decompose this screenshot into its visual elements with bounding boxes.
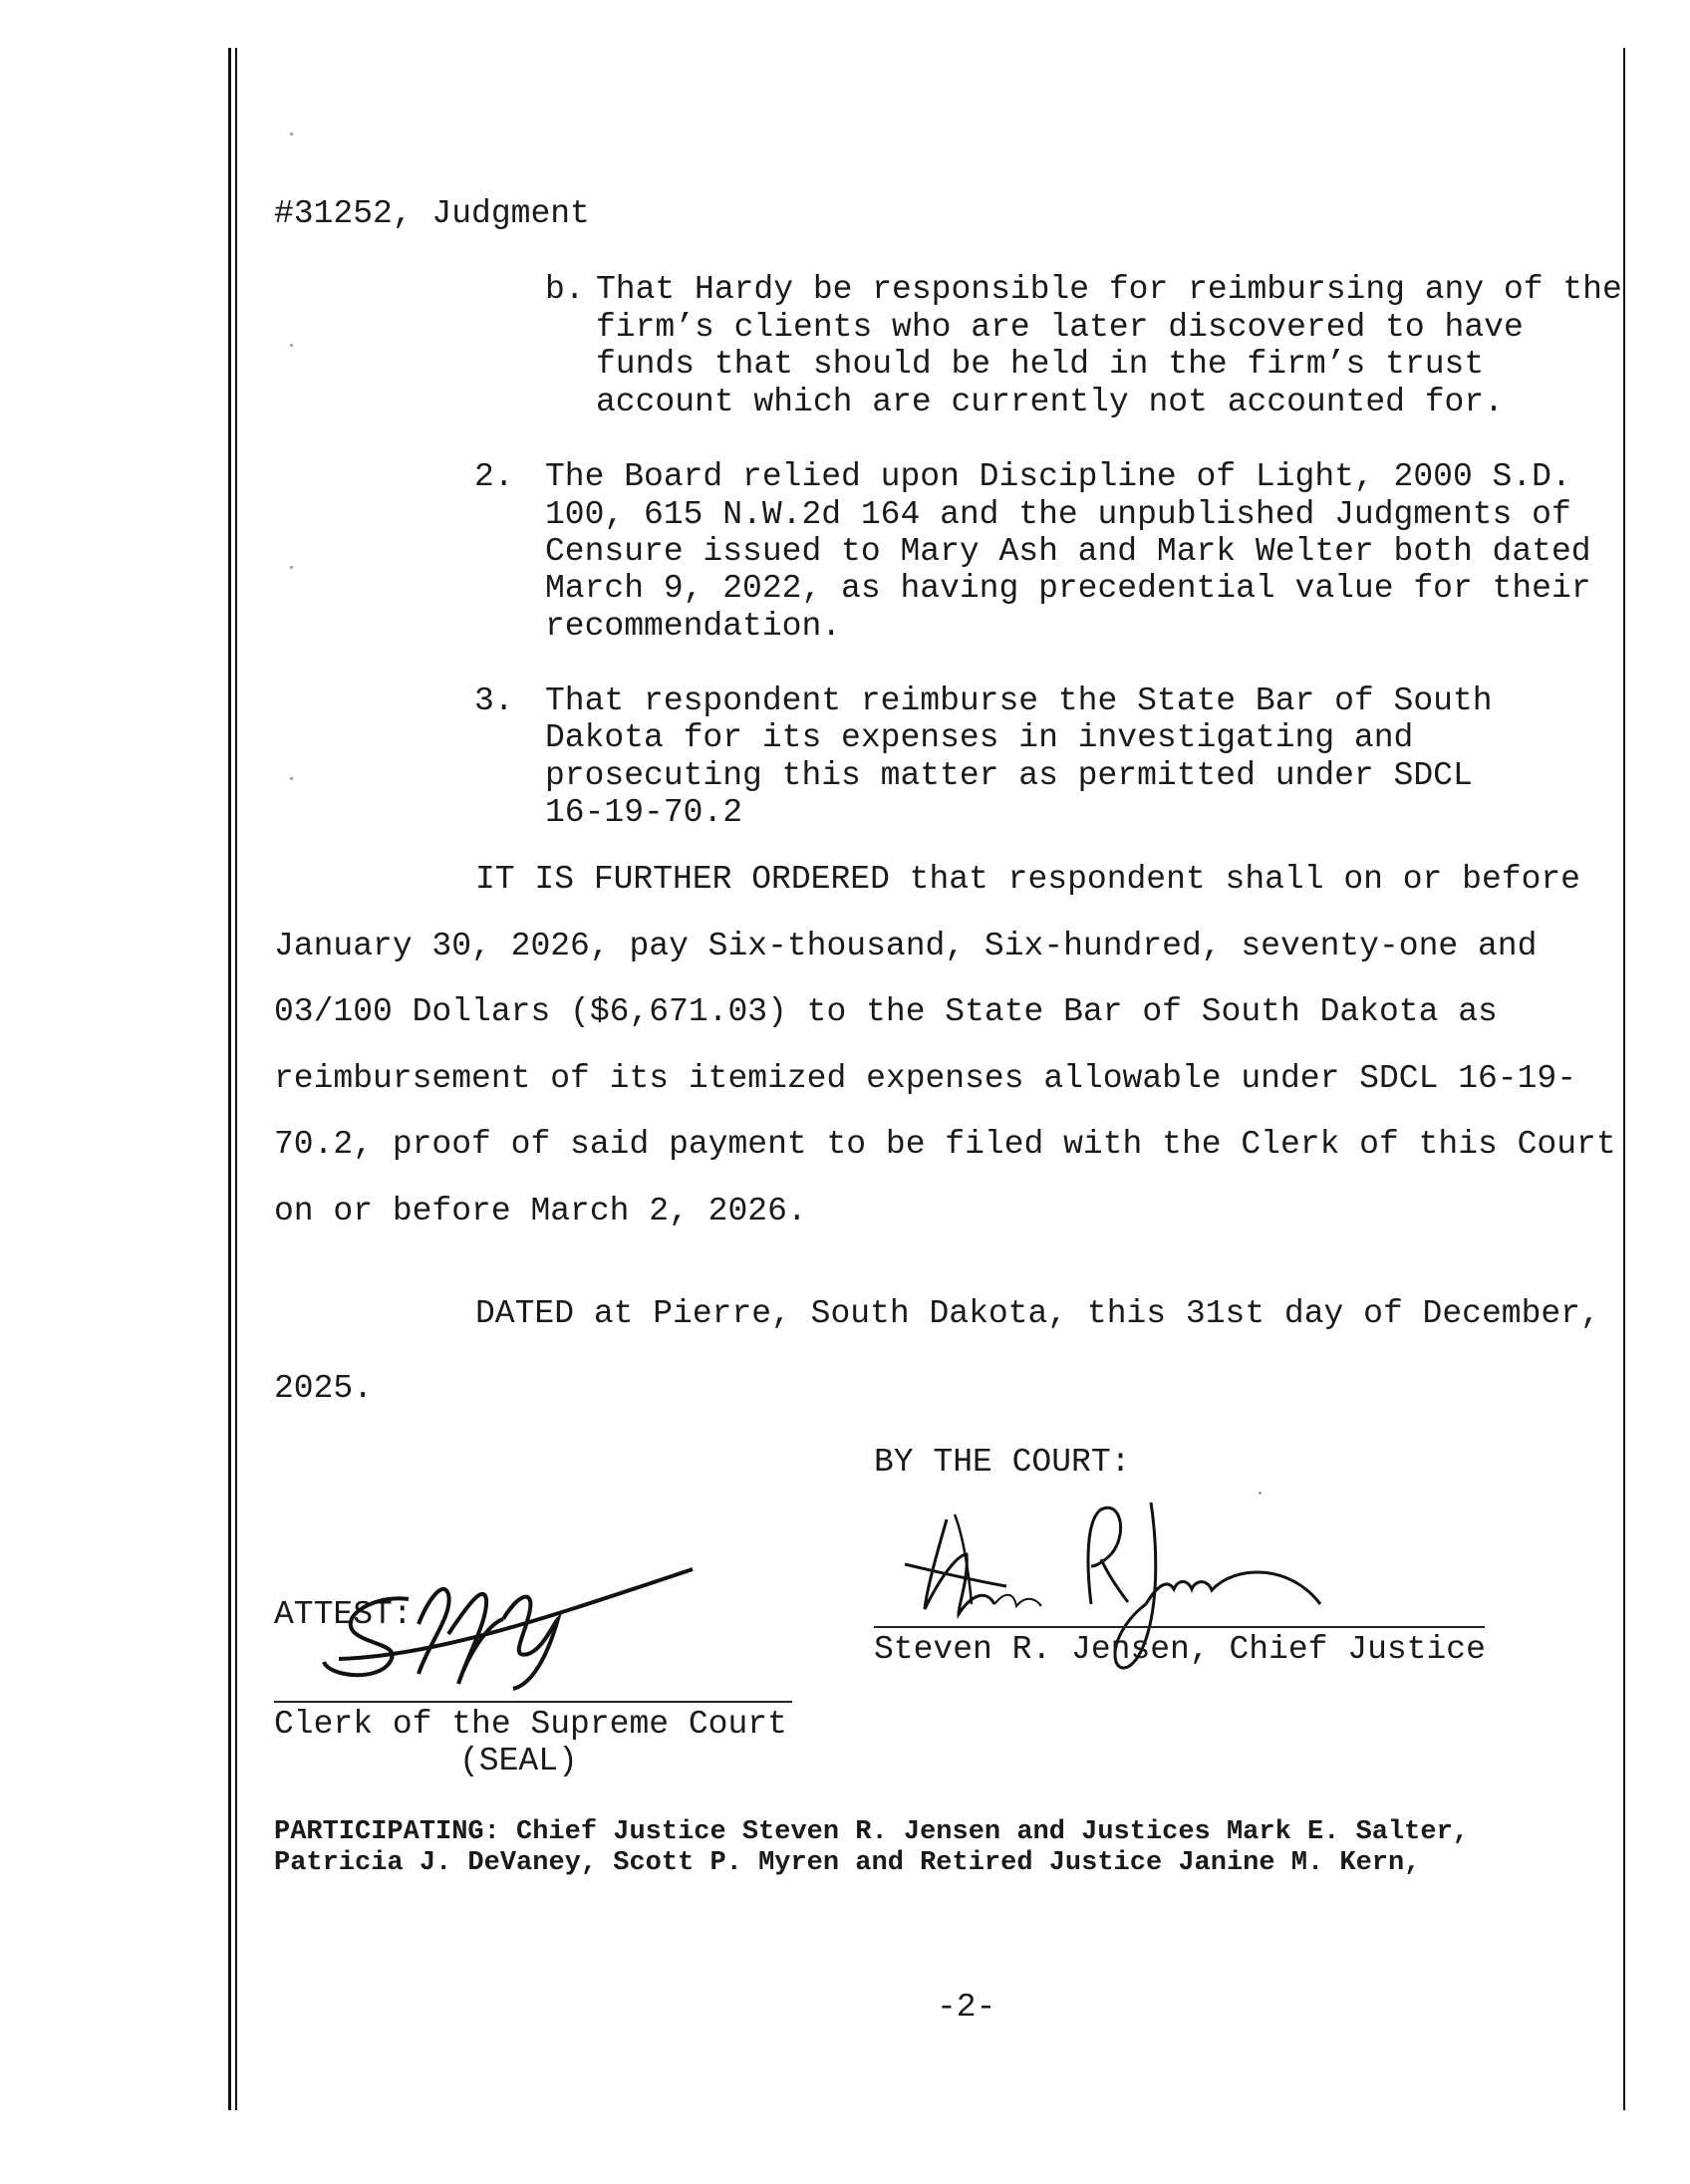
item-b-line: That Hardy be responsible for reimbursing any of the xyxy=(596,271,1622,308)
item-2-line: recommendation. xyxy=(545,608,842,645)
item-3-marker: 3. xyxy=(474,682,514,719)
item-3-line: That respondent reimburse the State Bar of South xyxy=(545,682,1493,719)
order-line: on or before March 2, 2026. xyxy=(274,1193,807,1229)
left-margin-rule-inner xyxy=(235,48,237,2110)
item-b-line: account which are currently not accounted for. xyxy=(596,384,1504,420)
left-margin-rule-outer xyxy=(228,48,231,2110)
attest-label: ATTEST: xyxy=(274,1596,413,1633)
item-3-line: prosecuting this matter as permitted under SDCL xyxy=(545,757,1473,794)
clerk-title: Clerk of the Supreme Court xyxy=(274,1706,787,1743)
dated-line: DATED at Pierre, South Dakota, this 31st day of December, xyxy=(475,1295,1600,1332)
item-2-marker: 2. xyxy=(474,458,514,495)
item-2-line: The Board relied upon Discipline of Light, 2000 S.D. xyxy=(545,458,1571,495)
participating-line: PARTICIPATING: Chief Justice Steven R. Jensen and Justices Mark E. Salter, xyxy=(274,1817,1469,1847)
scan-speck xyxy=(290,566,293,569)
item-3-line: Dakota for its expenses in investigating and xyxy=(545,719,1414,756)
item-2-line: March 9, 2022, as having precedential value for their xyxy=(545,570,1591,607)
by-the-court-heading: BY THE COURT: xyxy=(874,1444,1131,1481)
order-line: January 30, 2026, pay Six-thousand, Six-hundred, seventy-one and xyxy=(274,928,1538,964)
participating-line: Patricia J. DeVaney, Scott P. Myren and Retired Justice Janine M. Kern, xyxy=(274,1848,1421,1878)
item-2-line: Censure issued to Mary Ash and Mark Welter both dated xyxy=(545,533,1591,570)
chief-justice-signature-line xyxy=(874,1626,1485,1628)
right-margin-rule xyxy=(1623,48,1625,2110)
item-3-line: 16-19-70.2 xyxy=(545,794,743,831)
order-line: 70.2, proof of said payment to be filed with the Clerk of this Court xyxy=(274,1126,1616,1163)
item-b-line: funds that should be held in the firm’s trust xyxy=(596,346,1485,383)
scan-speck xyxy=(290,133,293,136)
clerk-signature xyxy=(319,1564,703,1704)
scan-speck xyxy=(290,344,293,347)
item-b-marker: b. xyxy=(545,271,585,308)
page-number: -2- xyxy=(937,1989,996,2026)
item-2-line: 100, 615 N.W.2d 164 and the unpublished Judgments of xyxy=(545,496,1571,533)
chief-justice-name: Steven R. Jensen, Chief Justice xyxy=(874,1631,1486,1668)
clerk-signature-line xyxy=(274,1701,792,1703)
seal-label: (SEAL) xyxy=(459,1743,578,1779)
order-line: 03/100 Dollars ($6,671.03) to the State Bar of South Dakota as xyxy=(274,993,1498,1030)
dated-year: 2025. xyxy=(274,1370,374,1407)
case-reference: #31252, Judgment xyxy=(274,195,590,232)
item-b-line: firm’s clients who are later discovered to have xyxy=(596,309,1524,346)
order-line: IT IS FURTHER ORDERED that respondent shall on or before xyxy=(475,861,1580,898)
order-line: reimbursement of its itemized expenses allowable under SDCL 16-19- xyxy=(274,1060,1577,1097)
scan-speck xyxy=(290,777,293,780)
